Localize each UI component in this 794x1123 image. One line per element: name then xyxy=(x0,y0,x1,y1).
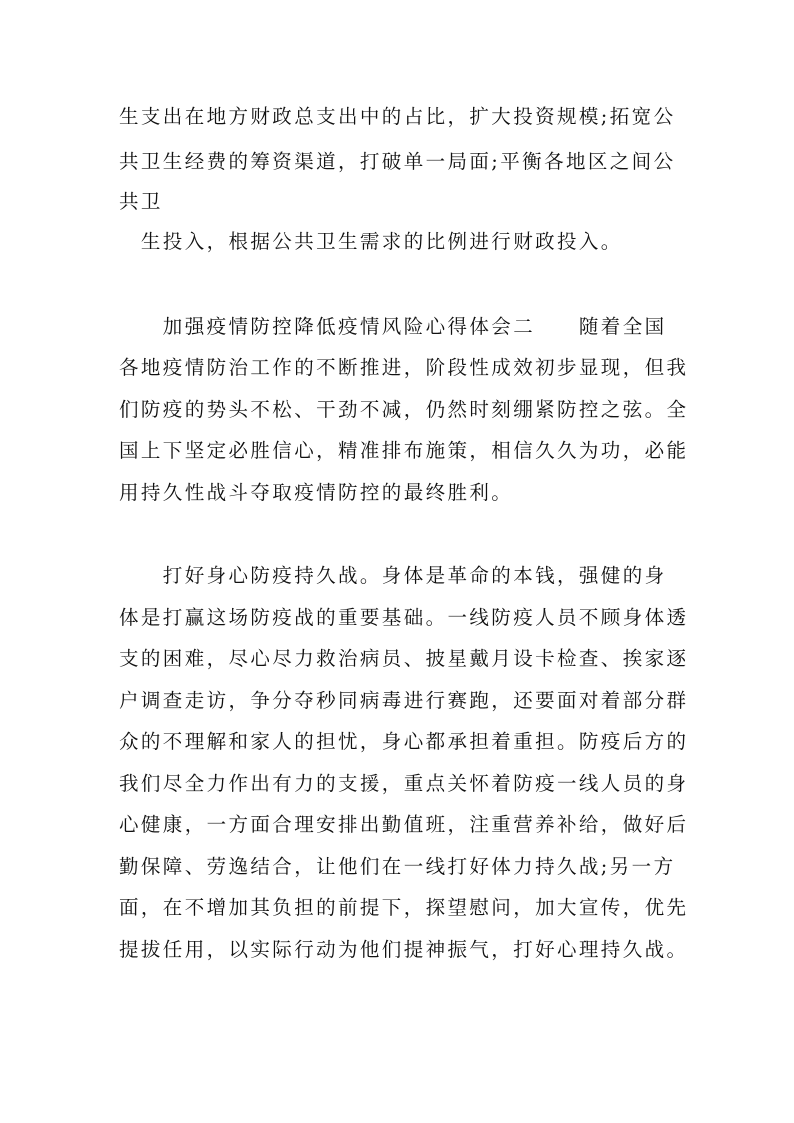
text-line: 打好身心防疫持久战。身体是革命的本钱，强健的身 xyxy=(119,564,667,587)
text-line: 们防疫的势头不松、干劲不减，仍然时刻绷紧防控之弦。全 xyxy=(119,398,689,421)
text-line: 加强疫情防控降低疫情风险心得体会二 随着全国 xyxy=(119,315,667,338)
text-line: 面，在不增加其负担的前提下，探望慰问，加大宣传，优先 xyxy=(119,896,689,919)
text-line: 共卫 xyxy=(119,190,163,213)
text-line: 支的困难，尽心尽力救治病员、披星戴月设卡检查、挨家逐 xyxy=(119,647,689,670)
text-line: 户调查走访，争分夺秒同病毒进行赛跑，还要面对着部分群 xyxy=(119,689,689,712)
text-line: 国上下坚定必胜信心，精准排布施策，相信久久为功，必能 xyxy=(119,439,689,462)
text-line: 各地疫情防治工作的不断推进，阶段性成效初步显现，但我 xyxy=(119,356,689,379)
text-line: 众的不理解和家人的担忧，身心都承担着重担。防疫后方的 xyxy=(119,730,689,753)
text-line: 我们尽全力作出有力的支援，重点关怀着防疫一线人员的身 xyxy=(119,772,689,795)
text-line: 勤保障、劳逸结合，让他们在一线打好体力持久战;另一方 xyxy=(119,855,676,878)
text-line: 用持久性战斗夺取疫情防控的最终胜利。 xyxy=(119,481,514,504)
text-line: 共卫生经费的筹资渠道，打破单一局面;平衡各地区之间公 xyxy=(119,150,676,173)
text-line: 心健康，一方面合理安排出勤值班，注重营养补给，做好后 xyxy=(119,813,689,836)
text-line: 体是打赢这场防疫战的重要基础。一线防疫人员不顾身体透 xyxy=(119,606,689,629)
text-line: 提拔任用，以实际行动为他们提神振气，打好心理持久战。 xyxy=(119,938,689,961)
text-line: 生支出在地方财政总支出中的占比，扩大投资规模;拓宽公 xyxy=(119,105,676,128)
text-line: 生投入，根据公共卫生需求的比例进行财政投入。 xyxy=(119,230,623,253)
